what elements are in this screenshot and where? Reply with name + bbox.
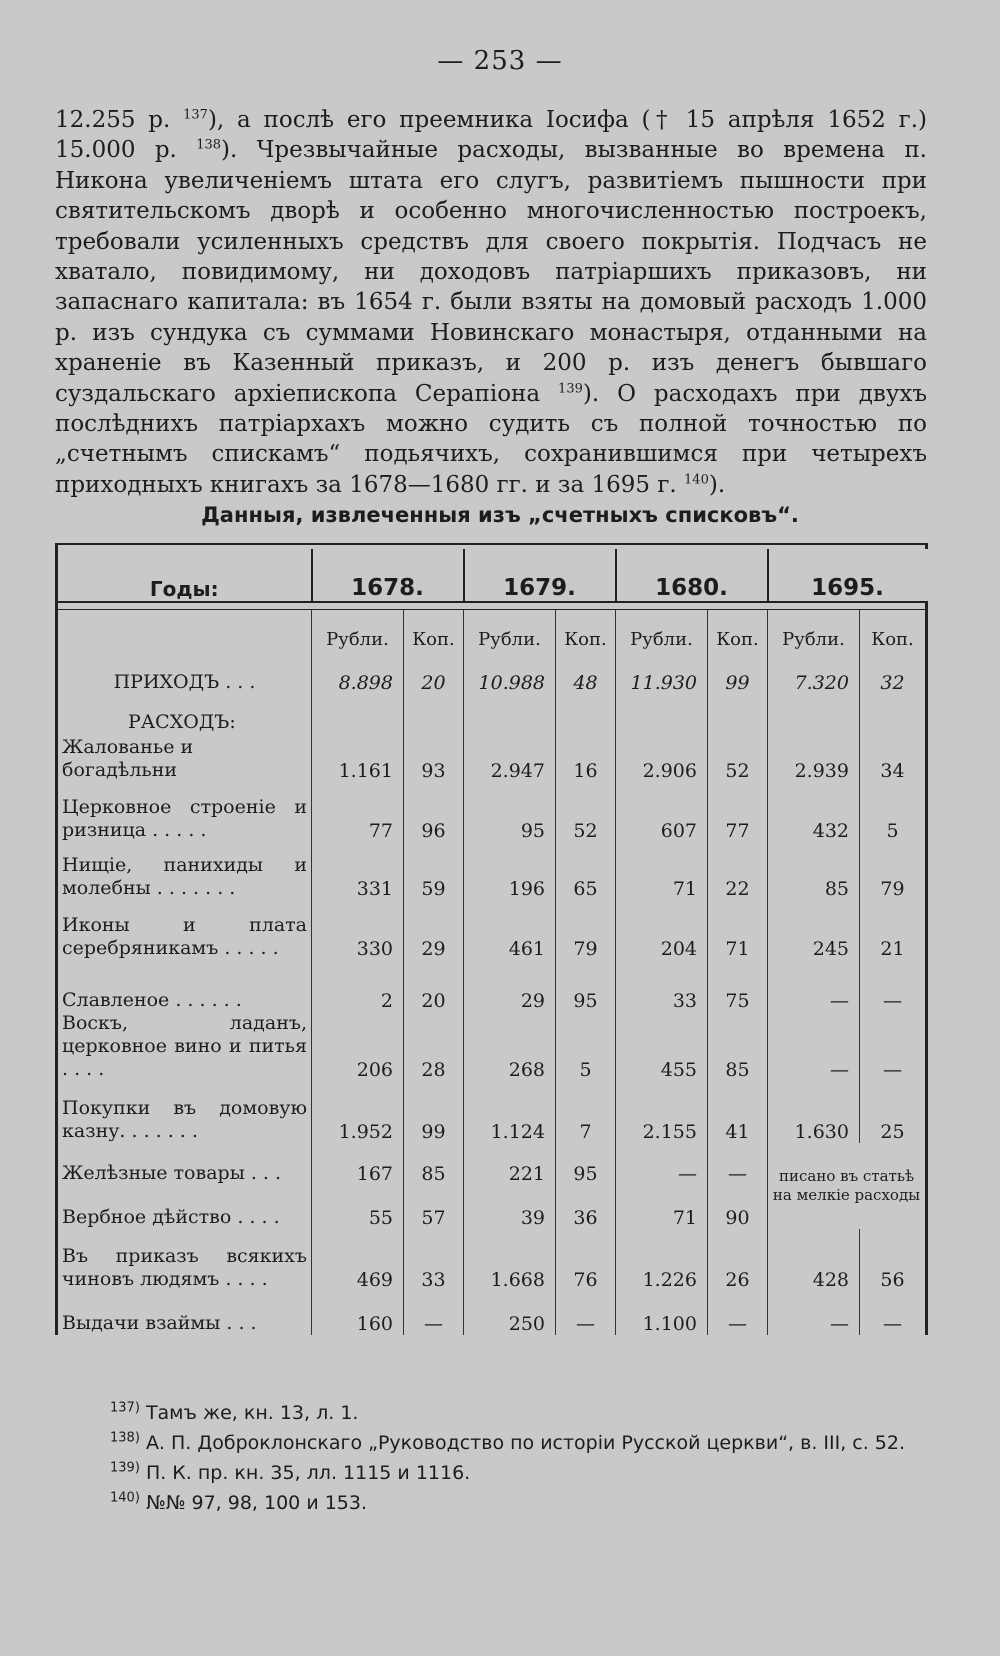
body-text-part: ), а послѣ его преемника Іосифа († 15 апрѣля 1652 г.) 15.000 р. (55, 107, 927, 164)
year-header: 1678. (312, 549, 464, 602)
cell: 20 (404, 650, 464, 694)
kopecks-header: Коп. (556, 610, 616, 651)
kopecks-header: Коп. (708, 610, 768, 651)
row-label: Воскъ, ладанъ, церковное вино и питья . . . . (57, 1012, 312, 1081)
cell: 95 (556, 1143, 616, 1185)
cell: 250 (464, 1291, 556, 1335)
year-header: 1680. (616, 549, 768, 602)
kopecks-header: Коп. (860, 610, 927, 651)
table-row (57, 900, 927, 960)
footnote-ref-140[interactable]: 140 (684, 472, 709, 488)
cell: 90 (708, 1185, 768, 1229)
cell: — (556, 1291, 616, 1335)
cell: — (860, 1012, 927, 1081)
rubles-header: Рубли. (616, 610, 708, 651)
footnote-138 (110, 1428, 930, 1458)
income-row (57, 650, 927, 694)
cell: 71 (616, 1185, 708, 1229)
cell: 48 (556, 650, 616, 694)
row-label: Жалованье и богадѣльни (57, 734, 312, 782)
cell: 16 (556, 734, 616, 782)
rubles-header: Рубли. (768, 610, 860, 651)
cell: 20 (404, 960, 464, 1012)
footnote-text: №№ 97, 98, 100 и 153. (145, 1492, 368, 1514)
footnote-mark: 137) (110, 1400, 140, 1416)
cell: 85 (708, 1012, 768, 1081)
cell: 71 (616, 842, 708, 900)
body-text-part: ). О расходахъ при двухъ послѣднихъ патріархахъ можно судить съ полной точностью по „счетнымъ спискамъ“ подьячихъ, сохранившимся при четырехъ приходныхъ книгахъ за 1678—1680 гг. и за 1695 г. (55, 380, 927, 498)
cell: 428 (768, 1229, 860, 1291)
row-label: Выдачи взаймы . . . (57, 1291, 312, 1335)
page-number: — 253 — (437, 46, 563, 76)
row-label: Желѣзные товары . . . (57, 1143, 312, 1185)
footnote-139 (110, 1458, 930, 1488)
cell: — (860, 960, 927, 1012)
cell: 29 (404, 900, 464, 960)
cell: 32 (860, 650, 927, 694)
cell: 21 (860, 900, 927, 960)
cell: 65 (556, 842, 616, 900)
cell: 99 (708, 650, 768, 694)
table-row (57, 842, 927, 900)
cell: 25 (860, 1081, 927, 1143)
cell: 76 (556, 1229, 616, 1291)
footnote-text: П. К. пр. кн. 35, лл. 1115 и 1116. (145, 1462, 471, 1484)
cell: 469 (312, 1229, 404, 1291)
cell: — (708, 1143, 768, 1185)
cell: — (768, 960, 860, 1012)
cell: — (768, 1012, 860, 1081)
cell: 39 (464, 1185, 556, 1229)
body-text-part: 12.255 р. (55, 107, 171, 133)
cell: 607 (616, 782, 708, 842)
table-title: Данныя, извлеченныя изъ „счетныхъ списковъ“. (201, 503, 799, 527)
cell: 77 (312, 782, 404, 842)
cell: 2.947 (464, 734, 556, 782)
cell: 41 (708, 1081, 768, 1143)
footnote-140 (110, 1488, 930, 1518)
table-row (57, 1229, 927, 1291)
cell: 7 (556, 1081, 616, 1143)
cell: 1.161 (312, 734, 404, 782)
footnote-ref-139[interactable]: 139 (558, 381, 583, 396)
cell: 167 (312, 1143, 404, 1185)
cell: 432 (768, 782, 860, 842)
cell: 36 (556, 1185, 616, 1229)
kopecks-header: Коп. (404, 610, 464, 651)
cell: — (404, 1291, 464, 1335)
cell: 5 (556, 1012, 616, 1081)
cell: 221 (464, 1143, 556, 1185)
row-label: Вербное дѣйство . . . . (57, 1185, 312, 1229)
cell: 268 (464, 1012, 556, 1081)
cell: 5 (860, 782, 927, 842)
cell: 196 (464, 842, 556, 900)
row-label: ПРИХОДЪ . . . (57, 650, 312, 694)
cell: 95 (556, 960, 616, 1012)
cell: 99 (404, 1081, 464, 1143)
cell: 75 (708, 960, 768, 1012)
cell: 85 (404, 1143, 464, 1185)
body-text-part: ). (708, 471, 726, 498)
cell: 56 (860, 1229, 927, 1291)
cell: — (616, 1143, 708, 1185)
expense-label: РАСХОДЪ: (57, 694, 312, 734)
cell: 96 (404, 782, 464, 842)
table-row (57, 960, 927, 1012)
cell: 79 (556, 900, 616, 960)
cell: 7.320 (768, 650, 860, 694)
cell: 1.100 (616, 1291, 708, 1335)
cell: 8.898 (312, 650, 404, 694)
accounts-table (55, 543, 928, 1335)
row-label: Церковное строеніе и ризница . . . . . (57, 782, 312, 842)
cell: 330 (312, 900, 404, 960)
cell: 1.668 (464, 1229, 556, 1291)
cell: 22 (708, 842, 768, 900)
cell: 2.906 (616, 734, 708, 782)
cell: 95 (464, 782, 556, 842)
cell: 55 (312, 1185, 404, 1229)
cell: 79 (860, 842, 927, 900)
cell: 2.155 (616, 1081, 708, 1143)
cell: 206 (312, 1012, 404, 1081)
cell: 85 (768, 842, 860, 900)
unit-header-row (57, 610, 927, 651)
footnote-ref-137[interactable]: 137 (183, 107, 208, 123)
cell: 10.988 (464, 650, 556, 694)
cell: 28 (404, 1012, 464, 1081)
footnotes (110, 1398, 930, 1518)
row-label: Славленое . . . . . . (57, 960, 312, 1012)
row-label: Въ приказъ всякихъ чиновъ людямъ . . . . (57, 1229, 312, 1291)
year-header: 1679. (464, 549, 616, 602)
table-row (57, 1081, 927, 1143)
years-header-row (57, 549, 927, 602)
cell: 1.226 (616, 1229, 708, 1291)
cell: 33 (404, 1229, 464, 1291)
rubles-header: Рубли. (312, 610, 404, 651)
footnote-text: А. П. Доброклонскаго „Руководство по исторіи Русской церкви“, в. III, с. 52. (145, 1432, 906, 1454)
cell: 26 (708, 1229, 768, 1291)
cell: 71 (708, 900, 768, 960)
cell: 57 (404, 1185, 464, 1229)
cell: 461 (464, 900, 556, 960)
cell: — (768, 1291, 860, 1335)
table-row (57, 734, 927, 782)
footnote-text: Тамъ же, кн. 13, л. 1. (145, 1402, 359, 1424)
cell: 160 (312, 1291, 404, 1335)
row-label: Покупки въ домовую казну. . . . . . . (57, 1081, 312, 1143)
cell: 52 (556, 782, 616, 842)
cell: 33 (616, 960, 708, 1012)
cell: 52 (708, 734, 768, 782)
row-label: Иконы и плата серебряникамъ . . . . . (57, 900, 312, 960)
years-label: Годы: (57, 549, 312, 602)
footnote-mark: 140) (110, 1490, 140, 1506)
note-1695: писано въ статьѣ на мелкіе расходы (768, 1143, 927, 1229)
footnote-ref-138[interactable]: 138 (196, 137, 222, 153)
table-row (57, 1291, 927, 1335)
cell: 2 (312, 960, 404, 1012)
year-header: 1695. (811, 575, 884, 601)
cell: — (708, 1291, 768, 1335)
cell: 34 (860, 734, 927, 782)
table-row (57, 1012, 927, 1081)
cell: 59 (404, 842, 464, 900)
cell: 1.630 (768, 1081, 860, 1143)
cell: 1.124 (464, 1081, 556, 1143)
body-paragraph (55, 105, 927, 500)
cell: — (860, 1291, 927, 1335)
table-row (57, 1143, 927, 1185)
cell: 11.930 (616, 650, 708, 694)
cell: 455 (616, 1012, 708, 1081)
footnote-mark: 139) (110, 1460, 140, 1476)
expense-section-row (57, 694, 927, 734)
cell: 29 (464, 960, 556, 1012)
cell: 93 (404, 734, 464, 782)
cell: 331 (312, 842, 404, 900)
table-row (57, 782, 927, 842)
cell: 204 (616, 900, 708, 960)
cell: 77 (708, 782, 768, 842)
body-text-part: ). Чрезвычайные расходы, вызванные во времена п. Никона увеличеніемъ штата его слугъ, развитіемъ пышности при святительскомъ дворѣ и особенно многочисленностью построекъ, требовали усиленныхъ средствъ для своего покрытія. Подчасъ не хватало, повидимому, ни доходовъ патріаршихъ приказовъ, ни запаснаго капитала: въ 1654 г. были взяты на домовый расходъ 1.000 р. изъ сундука съ суммами Новинскаго монастыря, отданными на храненіе въ Казенный приказъ, и 200 р. изъ денегъ бывшаго суздальскаго архіепископа Серапіона (55, 137, 927, 407)
footnote-137 (110, 1398, 930, 1428)
row-label: Нищіе, панихиды и молебны . . . . . . . (57, 842, 312, 900)
cell: 245 (768, 900, 860, 960)
footnote-mark: 138) (110, 1430, 140, 1446)
cell: 2.939 (768, 734, 860, 782)
rubles-header: Рубли. (464, 610, 556, 651)
cell: 1.952 (312, 1081, 404, 1143)
